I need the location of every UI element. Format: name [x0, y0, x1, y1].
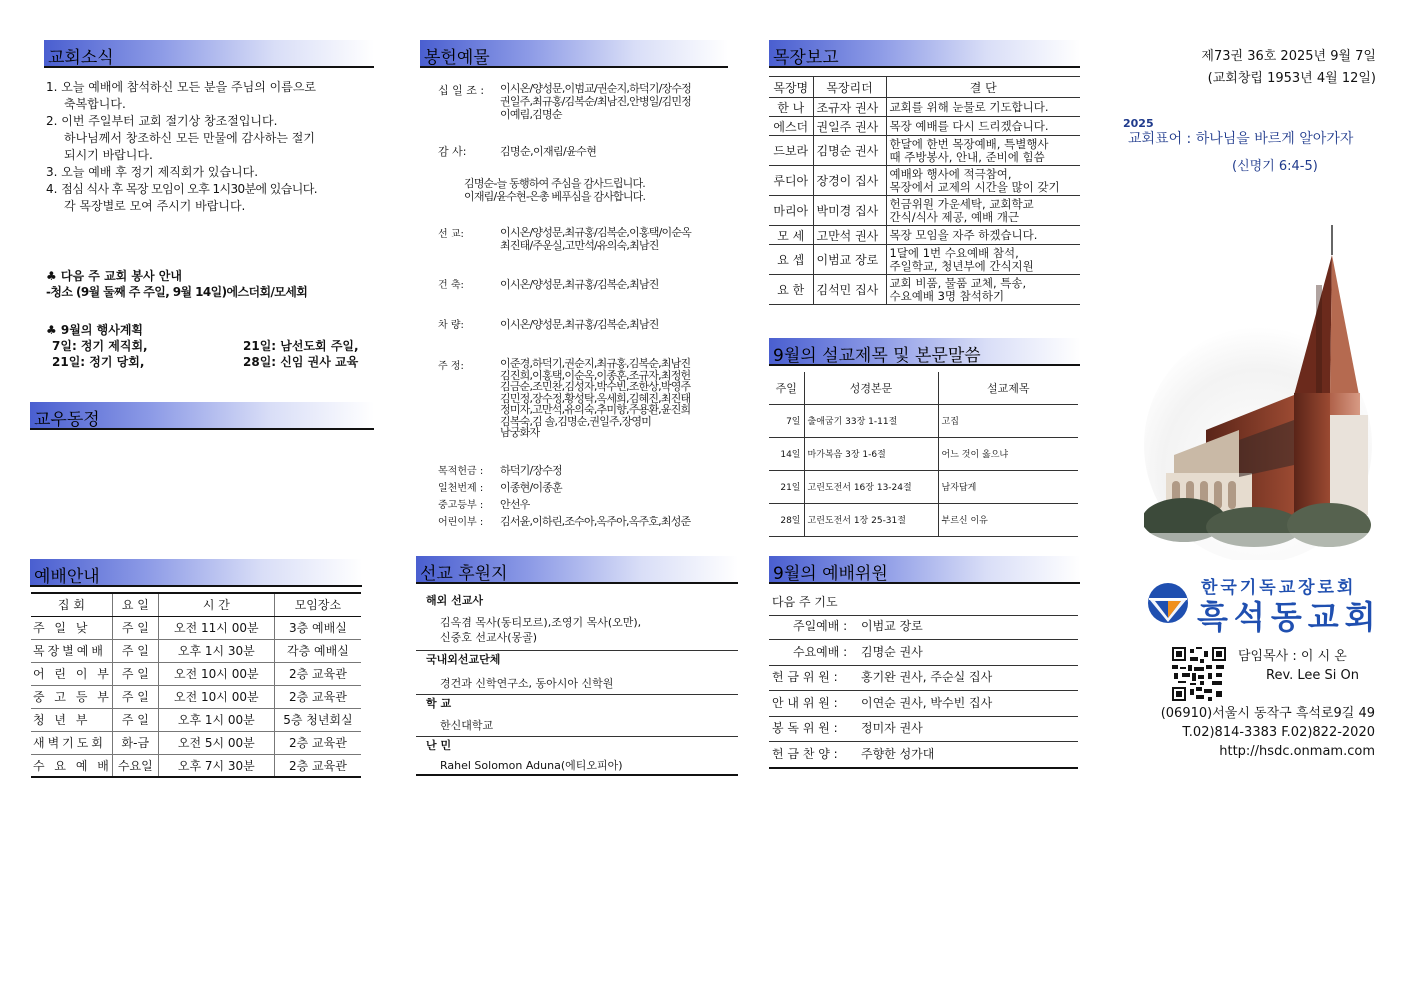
- worship-row: 수 요 예 배 수요일 오후 7시 30분 2층 교육관: [31, 754, 361, 777]
- event-item: 21일: 남선도회 주일,: [243, 339, 359, 353]
- motto-year: 2025: [1123, 117, 1154, 130]
- offering-kids: 김서윤,이하린,조수아,옥주아,옥주호,최성준: [500, 515, 691, 528]
- report-decision: 1달에 1번 수요예배 참석, 주일학교, 청년부에 간식지원: [886, 245, 1080, 275]
- offering-thanks: 김명순,이재림/윤수현: [500, 145, 597, 158]
- report-row: 한 나 조규자 권사 교회를 위해 눈물로 기도합니다.: [769, 98, 1080, 117]
- report-row: 루디아 장경이 집사 예배와 행사에 적극참여, 목장에서 교제의 시간을 많이 갖기: [769, 166, 1080, 196]
- report-row: 에스더 권일주 권사 목장 예배를 다시 드리겠습니다.: [769, 117, 1080, 136]
- divider: [416, 736, 738, 737]
- pastor-ko: 담임목사 : 이 시 온: [1238, 649, 1347, 664]
- church-logo-icon: [1147, 582, 1189, 624]
- church-building-image: [1144, 215, 1372, 560]
- worship-header: 예배안내: [30, 559, 362, 587]
- sermon-row: 21일 고린도전서 16장 13-24절 남자답게: [769, 470, 1078, 503]
- qr-code-icon: [1172, 647, 1226, 701]
- motto: 교회표어 : 하나님을 바르게 알아가자: [1128, 131, 1354, 147]
- sermon-row: 28일 고린도전서 1장 25-31절 부르신 이유: [769, 503, 1078, 536]
- news-item-3: 오늘 예배 후 정기 제직회가 있습니다.: [61, 165, 259, 179]
- committee-role: 봉 독 위 원 :: [772, 721, 838, 735]
- missions-domestic: 경건과 신학연구소, 동아시아 신학원: [440, 677, 614, 690]
- report-decision: 한달에 한번 목장예배, 특별행사 때 주방봉사, 안내, 준비에 힘씀: [886, 136, 1080, 166]
- report-decision: 교회를 위해 눈물로 기도합니다.: [886, 98, 1080, 117]
- report-decision: 예배와 행사에 적극참여, 목장에서 교제의 시간을 많이 갖기: [886, 166, 1080, 196]
- sermons-table: 주일 성경본문 설교제목 7일 출애굽기 33장 1-11절 고집 14일 마가복음 3장 1-6절 어느 것이 옳으냐 21일 고린도전서 16장 13-24절 남자답게 28일 고린도전서 1장 25-31절 부르신 이유: [769, 372, 1078, 537]
- offering-weekly: 이준경,하덕기,권순지,최규홍,김복순,최남진 김진희,이홍택,이순옥,이종훈,조규자,최정헌 김금순,조민찬,김성자,박수빈,조한상,박영주 김민정,장수정,황성탁,옥세희,김혜진,최진태 정미자,고만석,유의숙,추미향,주용환,윤진희 김복숙,김 솔,김명순,권일주,장영미 남궁화자: [500, 357, 691, 439]
- pastor-en: Rev. Lee Si On: [1266, 668, 1360, 683]
- committee-role: 주일예배 :: [793, 619, 848, 633]
- divider: [416, 774, 738, 776]
- news-item-1: 오늘 예배에 참석하신 모든 분을 주님의 이름으로: [61, 80, 317, 94]
- report-row: 마리아 박미경 집사 헌금위원 가운세탁, 교회학교 간식/식사 제공, 예배 개근: [769, 196, 1080, 226]
- offering-header: 봉헌예물: [420, 40, 728, 68]
- report-row: 모 세 고만석 권사 목장 모임을 자주 하겠습니다.: [769, 226, 1080, 245]
- worship-row: 중 고 등 부 주 일 오전 10시 00분 2층 교육관: [31, 685, 361, 708]
- missions-refugee: Rahel Solomon Aduna(에티오피아): [440, 759, 623, 772]
- report-row: 요 셉 이범교 장로 1달에 1번 수요예배 참석, 주일학교, 청년부에 간식지원: [769, 245, 1080, 275]
- sermons-header: 9월의 설교제목 및 본문말씀: [769, 338, 1080, 366]
- news-item-2: 이번 주일부터 교회 절기상 창조절입니다.: [61, 114, 278, 128]
- missions-header: 선교 후원지: [416, 556, 738, 584]
- divider: [416, 694, 738, 695]
- worship-table: 집 회 요 일 시 간 모임장소 주 일 낮 주 일 오전 11시 00분 3층 예배실 목장별예배 주 일 오후 1시 30분 각층 예배실 어 린 이 부 주 일 오전 10시 00분 2층 교육관 중 고 등 부 주 일 오전 10시 00분 2층 교육관 청 년 부 주 일 오후 1시 00분 5층 청년회실 새벽기도회 화-금 오전 5시 00분 2층 교육관 수 요 예 배 수요일 오후 7시 30분 2층 교육관: [31, 592, 361, 778]
- event-item: 21일: 정기 당회,: [52, 355, 145, 369]
- events-plan: ♣ 9월의 행사계획: [46, 323, 144, 337]
- report-decision: 목장 예배를 다시 드리겠습니다.: [886, 117, 1080, 136]
- report-decision: 목장 모임을 자주 하겠습니다.: [886, 226, 1080, 245]
- report-decision: 헌금위원 가운세탁, 교회학교 간식/식사 제공, 예배 개근: [886, 196, 1080, 226]
- sermon-row: 14일 마가복음 3장 1-6절 어느 것이 옳으냐: [769, 437, 1078, 470]
- event-item: 28일: 신임 권사 교육: [243, 355, 359, 369]
- church-name: 흑석동교회: [1197, 598, 1382, 636]
- committee-role: 헌 금 위 원 :: [772, 670, 838, 684]
- denomination: 한국기독교장로회: [1201, 578, 1357, 598]
- offering-middle: 안선우: [500, 498, 530, 511]
- committee-member: 주향한 성가대: [861, 746, 935, 761]
- offering-relief: 이시온/양성문,최규홍/김복순,최남진: [500, 318, 659, 331]
- offering-thousand: 이종현/이종훈: [500, 481, 562, 494]
- committee-role: 수요예배 :: [793, 644, 848, 659]
- sermon-row: 7일 출애굽기 33장 1-11절 고집: [769, 404, 1078, 437]
- fellowship-header: 교우동정: [30, 402, 374, 430]
- offering-thanks-note: 김명순-늘 동행하여 주심을 감사드립니다. 이재림/윤수현-은총 베푸심을 감사합니다.: [464, 177, 646, 203]
- service-notice: ♣ 다음 주 교회 봉사 안내 -청소 (9월 둘째 주 주일, 9월 14일)에스더회/모세회: [46, 269, 308, 299]
- news-list: 1. 오늘 예배에 참석하신 모든 분을 주님의 이름으로 축복합니다. 2. 이번 주일부터 교회 절기상 창조절입니다. 하나님께서 창조하신 모든 만물에 감사하는 절기 되시기 바랍니다. 3. 오늘 예배 후 정기 제직회가 있습니다. 4. 점심 식사 후 목장 모임이 오후 1시30분에 있습니다. 각 목장별로 모여 주시기 바랍니다.: [46, 80, 317, 213]
- report-header: 목장보고: [769, 40, 1080, 68]
- offering-tithe: 이시온/양성문,이범교/권순지,하덕기/장수정 권일주,최규홍/김복순/최남진,안병일/김민정 이예림,김명순: [500, 82, 691, 121]
- report-table: 목장명 목장리더 결 단 한 나 조규자 권사 교회를 위해 눈물로 기도합니다. 에스더 권일주 권사 목장 예배를 다시 드리겠습니다. 드보라 김명순 권사 한달에 한번 목장예배, 특별행사 때 주방봉사, 안내, 준비에 힘씀 루디아 장경이 집사 예배와 행사에 적극참여, 목장에서 교제의 시간을 많이 갖기 마리아 박미경 집사 헌금위원 가운세탁, 교회학교 간식/식사 제공, 예배 개근 모 세 고만석 권사 목장 모임을 자주 하겠습니다. 요 셉 이범교 장로 1달에 1번 수요예배 참석, 주일학교, 청년부에 간식지원 요 한 김석민 집사 교회 비품, 물품 교체, 특송, 수요예배 3명 참석하기: [769, 76, 1080, 305]
- report-row: 요 한 김석민 집사 교회 비품, 물품 교체, 특송, 수요예배 3명 참석하기: [769, 275, 1080, 305]
- committee-role: 안 내 위 원 :: [772, 695, 838, 710]
- offering-purpose: 하덕기/장수정: [500, 464, 562, 477]
- report-decision: 교회 비품, 물품 교체, 특송, 수요예배 3명 참석하기: [886, 275, 1080, 305]
- committee-member: 정미자 권사: [861, 721, 923, 735]
- committee-role: 헌 금 찬 양 :: [772, 746, 838, 761]
- worship-row: 어 린 이 부 주 일 오전 10시 00분 2층 교육관: [31, 662, 361, 685]
- event-item: 7일: 정기 제직회,: [52, 339, 148, 353]
- missions-overseas: 김옥겸 목사(동티모르),조영기 목사(오만), 신중호 선교사(몽골): [440, 616, 642, 644]
- offering-mission: 이시온/양성문,최규홍/김복순,이홍택/이순옥 최진태/주운실,고만석/유의숙,최남진: [500, 226, 691, 252]
- issue-info: 제73권 36호 2025년 9월 7일 (교회창립 1953년 4월 12일): [1201, 49, 1376, 86]
- committee-header: 9월의 예배위원: [769, 556, 1080, 584]
- news-header: 교회소식: [44, 40, 374, 68]
- worship-row: 새벽기도회 화-금 오전 5시 00분 2층 교육관: [31, 731, 361, 754]
- news-item-4: 점심 식사 후 목장 모임이 오후 1시30분에 있습니다.: [61, 182, 317, 196]
- report-row: 드보라 김명순 권사 한달에 한번 목장예배, 특별행사 때 주방봉사, 안내, 준비에 힘씀: [769, 136, 1080, 166]
- offering-building: 이시온/양성문,최규홍/김복순,최남진: [500, 278, 659, 291]
- homepage-link[interactable]: http://hsdc.onmam.com: [1219, 744, 1375, 759]
- contact-info: (06910)서울시 동작구 흑석로9길 49 T.02)814-3383 F.02)822-2020 http://hsdc.onmam.com: [1160, 706, 1375, 759]
- missions-school: 한신대학교: [440, 719, 494, 732]
- committee-member: 이연순 권사, 박수빈 집사: [861, 695, 993, 710]
- committee-member: 이범교 장로: [861, 619, 923, 633]
- committee-member: 김명순 권사: [861, 644, 923, 659]
- committee-member: 홍기완 권사, 주순실 집사: [861, 670, 993, 684]
- worship-row: 주 일 낮 주 일 오전 11시 00분 3층 예배실: [31, 616, 361, 639]
- worship-row: 청 년 부 주 일 오후 1시 00분 5층 청년회실: [31, 708, 361, 731]
- worship-row: 목장별예배 주 일 오후 1시 30분 각층 예배실: [31, 639, 361, 662]
- motto-verse: (신명기 6:4-5): [1232, 159, 1318, 174]
